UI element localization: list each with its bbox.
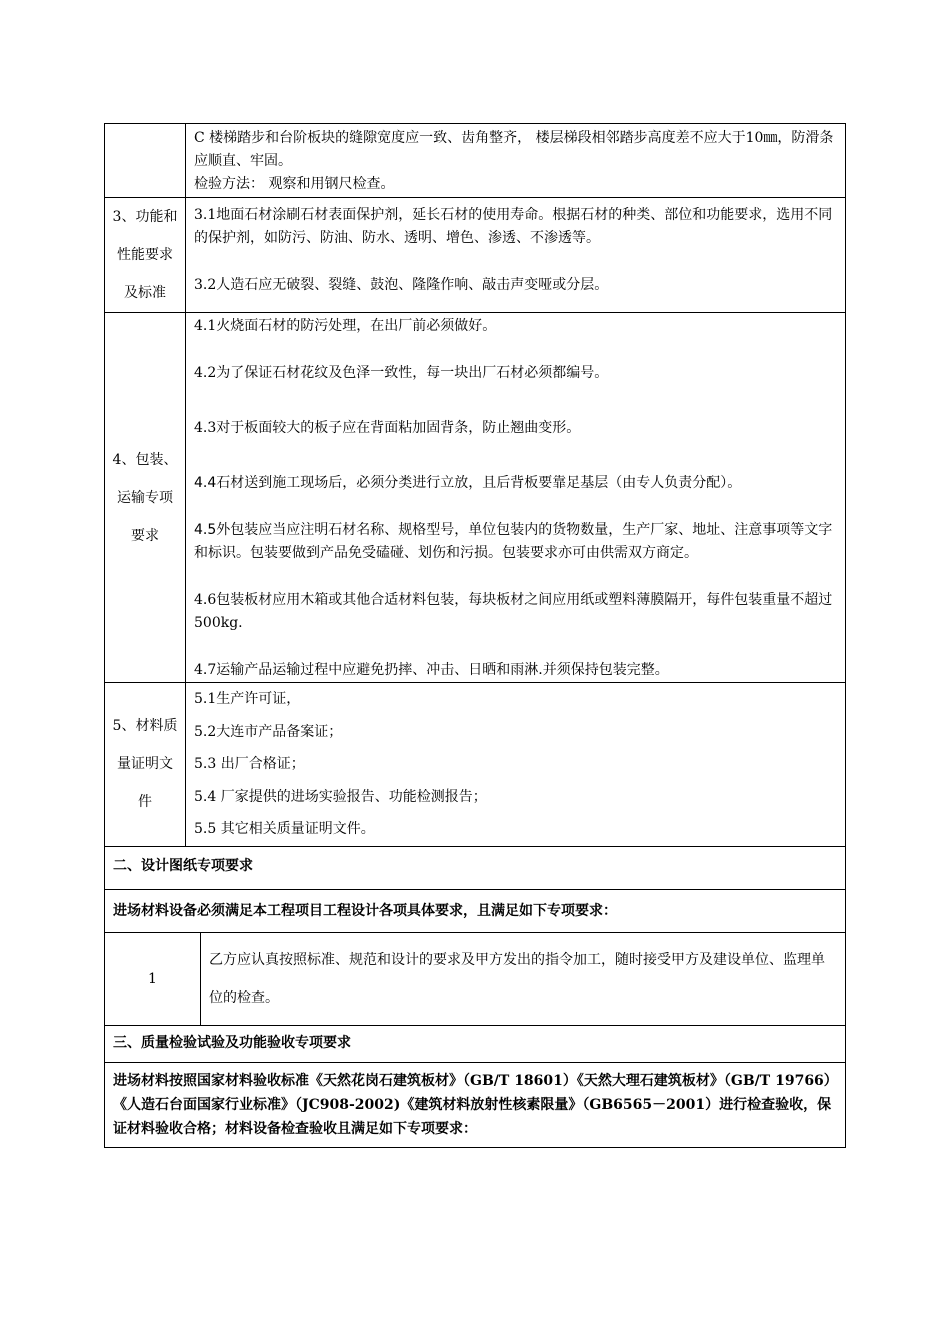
row5-item-4: 5.4 厂家提供的进场实验报告、功能检测报告； xyxy=(194,788,487,805)
row5-item-1: 5.1生产许可证， xyxy=(194,691,301,707)
section3-text-row xyxy=(105,1062,846,1147)
row3-label-line-1: 3、功能和 xyxy=(112,209,178,225)
section2-item-text: 乙方应认真按照标准、规范和设计的要求及甲方发出的指令加工，随时接受甲方及建设单位、监理单位的检查。 xyxy=(201,932,846,1025)
row3-label-line-2: 性能要求 xyxy=(117,247,173,263)
row4-label-line-1: 4、包装、 xyxy=(112,451,178,468)
row4-label-line-3: 要求 xyxy=(131,527,159,544)
row4-para-5-number: 4.5 xyxy=(194,522,217,538)
row4-para-2: 4.2为了保证石材花纹及色泽一致性，每一块出厂石材必须都编号。 xyxy=(194,365,609,381)
section3-heading-row xyxy=(105,1025,846,1062)
row-c-content xyxy=(186,124,846,198)
row-c-line-1: C 楼梯踏步和台阶板块的缝隙宽度应一致、齿角整齐， 楼层梯段相邻踏步高度差不应大于10㎜，防滑条应顺直、牢固。 xyxy=(194,130,834,169)
row4-label-line-2: 运输专项 xyxy=(117,489,173,506)
row5-item-2: 5.2大连市产品备案证； xyxy=(194,723,343,740)
section2-intro: 进场材料设备必须满足本工程项目工程设计各项具体要求，且满足如下专项要求： xyxy=(105,889,846,932)
row4-para-1: 4.1火烧面石材的防污处理，在出厂前必须做好。 xyxy=(194,318,497,334)
row5-content xyxy=(186,683,846,847)
row4-para-3: 4.3对于板面较大的板子应在背面粘加固背条，防止翘曲变形。 xyxy=(194,420,581,436)
requirements-table xyxy=(104,123,846,1148)
row-c xyxy=(105,124,846,198)
row-c-label-cell xyxy=(105,124,186,198)
row4-para-6: 4.6包装板材应用木箱或其他合适材料包装，每块板材之间应用纸或塑料薄膜隔开，每件包装重量不超过500kg. xyxy=(194,592,833,631)
row3-content xyxy=(186,198,846,313)
row-function-performance xyxy=(105,198,846,313)
row4-para-4-number: 4.4 xyxy=(194,475,217,491)
section3-text: 进场材料按照国家材料验收标准《天然花岗石建筑板材》（GB/T 18601）《天然大理石建筑板材》（GB/T 19766）《人造石台面国家行业标准》（JC908-2002)《建筑材料放射性核素限量》（GB6565－2001）进行检查验收，保证材料验收合格；材料设备检查验收且满足如下专项要求： xyxy=(105,1062,846,1147)
section2-item-row xyxy=(105,932,846,1025)
row4-para-4 xyxy=(194,472,837,495)
row4-para-5 xyxy=(194,519,837,565)
row5-label-line-3: 件 xyxy=(138,794,152,811)
row5-label-line-2: 量证明文 xyxy=(117,756,173,773)
row3-para-2: 3.2人造石应无破裂、裂缝、鼓泡、隆隆作响、敲击声变哑或分层。 xyxy=(194,277,609,293)
row3-label-line-3: 及标准 xyxy=(124,285,166,301)
row3-para-1: 3.1地面石材涂刷石材表面保护剂，延长石材的使用寿命。根据石材的种类、部位和功能要求，选用不同的保护剂，如防污、防油、防水、透明、增色、渗透、不渗透等。 xyxy=(194,207,833,246)
row3-label xyxy=(105,198,186,313)
row-c-line-2: 检验方法： 观察和用钢尺检查。 xyxy=(194,176,395,192)
row-quality-documents xyxy=(105,683,846,847)
row4-para-4-text: 石材送到施工现场后，必须分类进行立放，且后背板要靠足基层（由专人负责分配）。 xyxy=(216,475,742,491)
row5-item-3: 5.3 出厂合格证； xyxy=(194,756,305,772)
row4-para-7: 4.7运输产品运输过程中应避免扔摔、冲击、日晒和雨淋.并须保持包装完整。 xyxy=(194,662,669,678)
section3-heading: 三、质量检验试验及功能验收专项要求 xyxy=(105,1025,846,1062)
section2-heading-row xyxy=(105,846,846,889)
row4-para-5-text: 外包装应当应注明石材名称、规格型号，单位包装内的货物数量，生产厂家、地址、注意事项等文字和标识。包装要做到产品免受磕碰、划伤和污损。包装要求亦可由供需双方商定。 xyxy=(194,522,833,561)
row-packaging-transport xyxy=(105,313,846,683)
row5-label-line-1: 5、材料质 xyxy=(112,718,178,735)
section2-intro-row xyxy=(105,889,846,932)
section2-heading: 二、设计图纸专项要求 xyxy=(105,846,846,889)
row4-content xyxy=(186,313,846,683)
row5-item-5: 5.5 其它相关质量证明文件。 xyxy=(194,821,375,837)
row5-label xyxy=(105,683,186,847)
section2-item-number: 1 xyxy=(105,932,201,1025)
row4-label xyxy=(105,313,186,683)
